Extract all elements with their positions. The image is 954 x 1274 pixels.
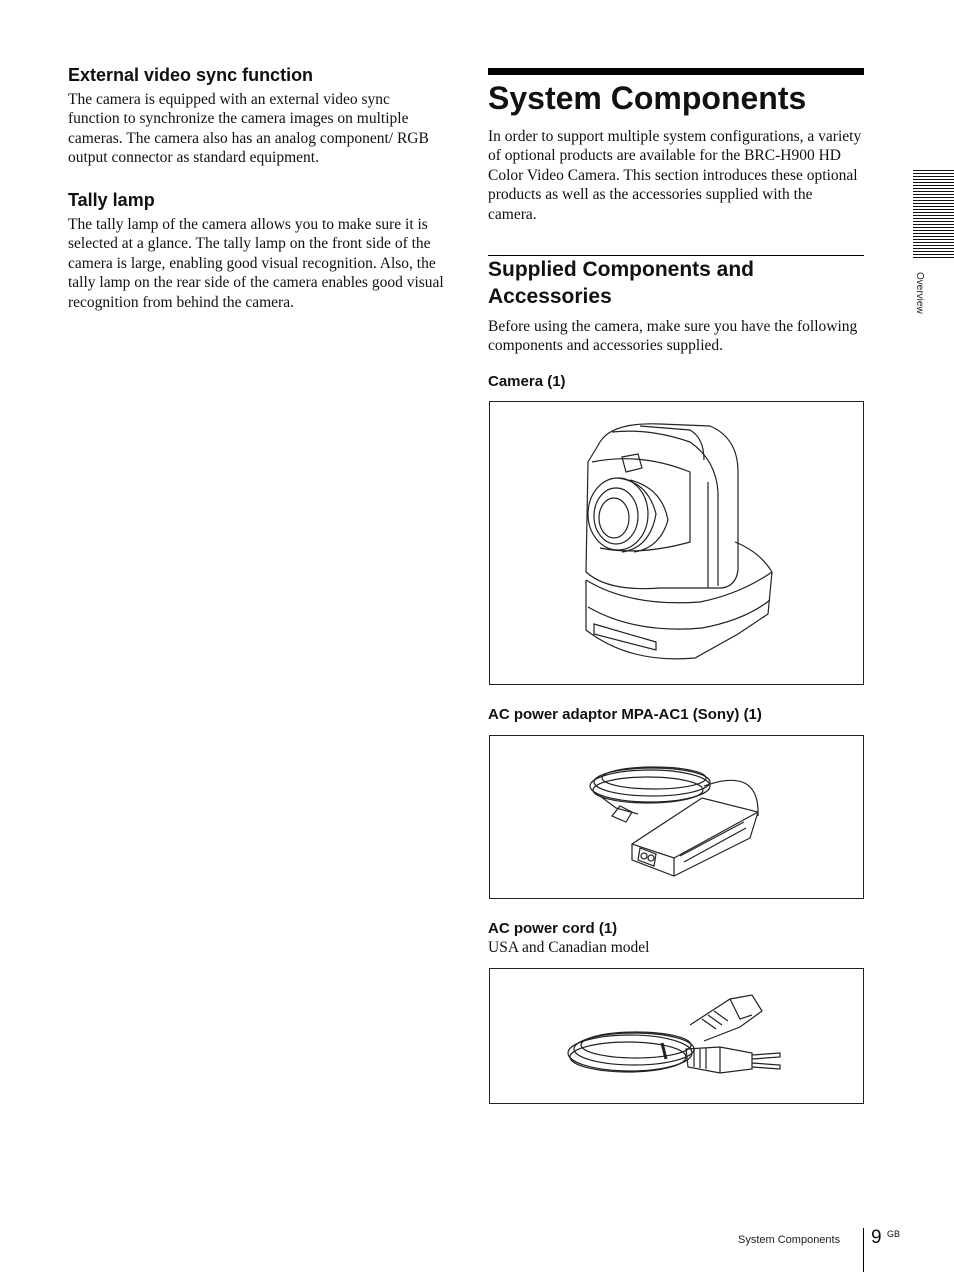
intro-paragraph: In order to support multiple system configurations, a variety of optional products are available for the BRC-H900 HD Color Video Camera. This section introduces these optional products as well as the accessories supplied with the camera. [488, 128, 862, 223]
supplied-heading: Supplied Components and Accessories [488, 258, 754, 308]
page-suffix: GB [887, 1229, 901, 1239]
tally-paragraph: The tally lamp of the camera allows you to make sure it is selected at a glance. The tally lamp on the front side of the camera is large, enabling good visual recognition. Also, the tally lamp on the rear side of the camera enables good visual recognition from behind the camera. [68, 216, 444, 311]
page-number: 9 [871, 1227, 882, 1248]
cord-label: AC power cord (1) [488, 920, 618, 937]
camera-illustration [490, 402, 863, 684]
cord-subtitle: USA and Canadian model [488, 939, 650, 956]
page-title: System Components [488, 80, 807, 116]
section-heading-sync: External video sync function [68, 65, 314, 85]
side-tab-label: Overview [914, 272, 925, 314]
section-heading-tally: Tally lamp [68, 190, 155, 210]
footer-divider [863, 1228, 864, 1272]
sync-paragraph: The camera is equipped with an external video sync function to synchronize the camera images on multiple cameras. The camera also has an analog component/ RGB output connector as standard equipment. [68, 91, 429, 167]
title-rule [488, 68, 864, 75]
adaptor-label: AC power adaptor MPA-AC1 (Sony) (1) [488, 706, 762, 723]
cord-illustration [490, 969, 863, 1103]
supplied-paragraph: Before using the camera, make sure you have the following components and accessories supplied. [488, 318, 858, 355]
adaptor-illustration [490, 736, 863, 898]
camera-figure [489, 401, 864, 685]
cord-figure [489, 968, 864, 1104]
camera-label: Camera (1) [488, 373, 566, 390]
side-tab-stripes [913, 170, 954, 260]
adaptor-figure [489, 735, 864, 899]
footer-section: System Components [738, 1234, 841, 1246]
